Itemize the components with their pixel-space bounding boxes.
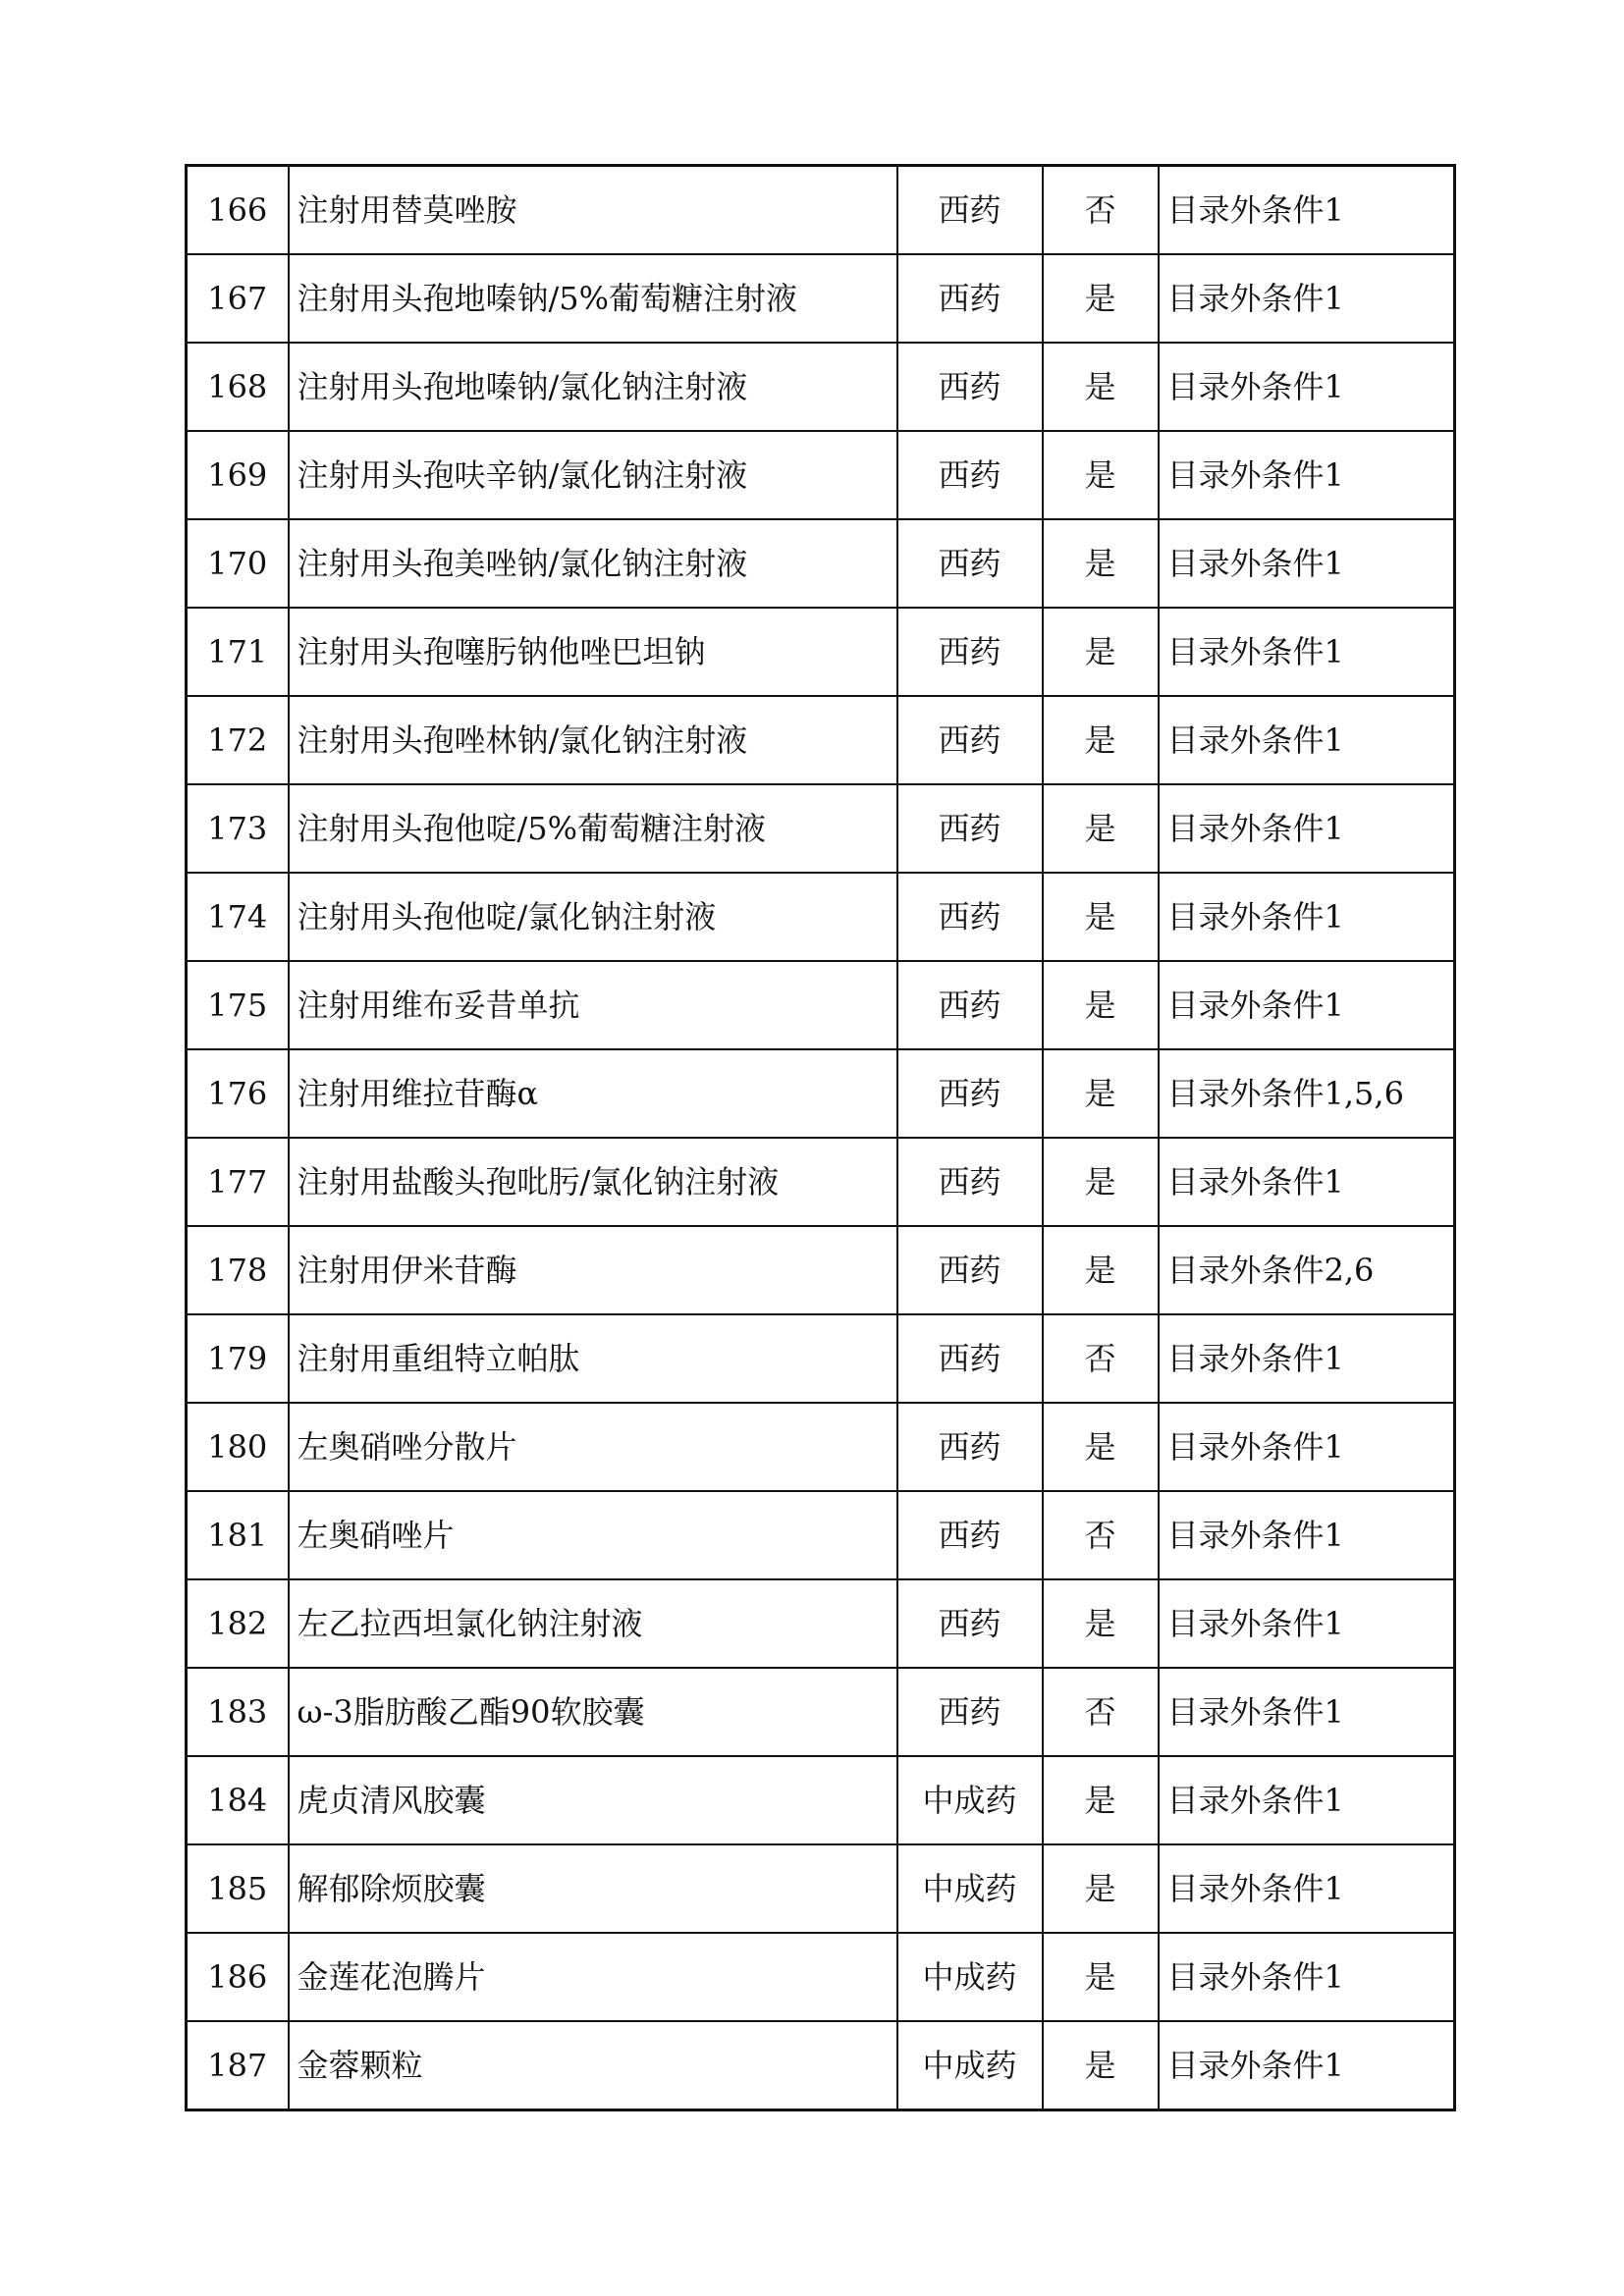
yes-no-cell: 是 bbox=[1043, 343, 1159, 431]
drug-table-body bbox=[187, 166, 1455, 2110]
row-number-cell: 171 bbox=[187, 608, 289, 696]
condition-cell: 目录外条件1 bbox=[1159, 343, 1455, 431]
row-number-cell: 186 bbox=[187, 1933, 289, 2021]
row-number-cell: 170 bbox=[187, 519, 289, 608]
yes-no-cell: 是 bbox=[1043, 1138, 1159, 1226]
yes-no-cell: 是 bbox=[1043, 519, 1159, 608]
drug-type-cell: 中成药 bbox=[897, 1933, 1043, 2021]
table-row bbox=[187, 1844, 1455, 1933]
condition-cell: 目录外条件1 bbox=[1159, 1579, 1455, 1668]
row-number-cell: 187 bbox=[187, 2021, 289, 2110]
drug-type-cell: 中成药 bbox=[897, 2021, 1043, 2110]
row-number-cell: 166 bbox=[187, 166, 289, 255]
row-number-cell: 177 bbox=[187, 1138, 289, 1226]
condition-cell: 目录外条件1 bbox=[1159, 873, 1455, 961]
row-number-cell: 184 bbox=[187, 1756, 289, 1844]
drug-type-cell: 西药 bbox=[897, 1668, 1043, 1756]
drug-type-cell: 中成药 bbox=[897, 1844, 1043, 1933]
condition-cell: 目录外条件1 bbox=[1159, 1668, 1455, 1756]
drug-type-cell: 西药 bbox=[897, 166, 1043, 255]
condition-cell: 目录外条件1 bbox=[1159, 696, 1455, 784]
table-row bbox=[187, 608, 1455, 696]
yes-no-cell: 是 bbox=[1043, 1049, 1159, 1138]
table-row bbox=[187, 873, 1455, 961]
yes-no-cell: 是 bbox=[1043, 608, 1159, 696]
table-row bbox=[187, 1579, 1455, 1668]
table-row bbox=[187, 696, 1455, 784]
condition-cell: 目录外条件1 bbox=[1159, 1138, 1455, 1226]
row-number-cell: 182 bbox=[187, 1579, 289, 1668]
row-number-cell: 185 bbox=[187, 1844, 289, 1933]
yes-no-cell: 是 bbox=[1043, 1933, 1159, 2021]
condition-cell: 目录外条件1 bbox=[1159, 166, 1455, 255]
table-row bbox=[187, 961, 1455, 1049]
table-row bbox=[187, 431, 1455, 519]
condition-cell: 目录外条件1 bbox=[1159, 1756, 1455, 1844]
yes-no-cell: 是 bbox=[1043, 1756, 1159, 1844]
table-row bbox=[187, 166, 1455, 255]
yes-no-cell: 否 bbox=[1043, 1668, 1159, 1756]
drug-type-cell: 西药 bbox=[897, 784, 1043, 873]
drug-name-cell: 注射用头孢地嗪钠/5%葡萄糖注射液 bbox=[289, 254, 897, 343]
condition-cell: 目录外条件1 bbox=[1159, 254, 1455, 343]
table-row bbox=[187, 1668, 1455, 1756]
yes-no-cell: 是 bbox=[1043, 696, 1159, 784]
row-number-cell: 183 bbox=[187, 1668, 289, 1756]
condition-cell: 目录外条件1 bbox=[1159, 2021, 1455, 2110]
table-row bbox=[187, 1933, 1455, 2021]
drug-name-cell: 注射用盐酸头孢吡肟/氯化钠注射液 bbox=[289, 1138, 897, 1226]
condition-cell: 目录外条件1,5,6 bbox=[1159, 1049, 1455, 1138]
condition-cell: 目录外条件2,6 bbox=[1159, 1226, 1455, 1314]
row-number-cell: 176 bbox=[187, 1049, 289, 1138]
condition-cell: 目录外条件1 bbox=[1159, 1403, 1455, 1491]
condition-cell: 目录外条件1 bbox=[1159, 519, 1455, 608]
drug-name-cell: 注射用头孢噻肟钠他唑巴坦钠 bbox=[289, 608, 897, 696]
drug-type-cell: 西药 bbox=[897, 343, 1043, 431]
drug-type-cell: 中成药 bbox=[897, 1756, 1043, 1844]
table-row bbox=[187, 254, 1455, 343]
drug-name-cell: 注射用替莫唑胺 bbox=[289, 166, 897, 255]
drug-type-cell: 西药 bbox=[897, 608, 1043, 696]
table-row bbox=[187, 1138, 1455, 1226]
row-number-cell: 174 bbox=[187, 873, 289, 961]
drug-name-cell: 注射用头孢唑林钠/氯化钠注射液 bbox=[289, 696, 897, 784]
drug-type-cell: 西药 bbox=[897, 254, 1043, 343]
drug-name-cell: 注射用伊米苷酶 bbox=[289, 1226, 897, 1314]
drug-name-cell: 注射用头孢呋辛钠/氯化钠注射液 bbox=[289, 431, 897, 519]
drug-name-cell: 左乙拉西坦氯化钠注射液 bbox=[289, 1579, 897, 1668]
table-row bbox=[187, 2021, 1455, 2110]
yes-no-cell: 否 bbox=[1043, 166, 1159, 255]
drug-name-cell: 注射用头孢他啶/5%葡萄糖注射液 bbox=[289, 784, 897, 873]
drug-name-cell: 注射用头孢美唑钠/氯化钠注射液 bbox=[289, 519, 897, 608]
row-number-cell: 179 bbox=[187, 1314, 289, 1403]
drug-name-cell: 左奥硝唑片 bbox=[289, 1491, 897, 1579]
yes-no-cell: 是 bbox=[1043, 431, 1159, 519]
table-row bbox=[187, 1491, 1455, 1579]
drug-type-cell: 西药 bbox=[897, 519, 1043, 608]
yes-no-cell: 是 bbox=[1043, 1579, 1159, 1668]
drug-type-cell: 西药 bbox=[897, 1226, 1043, 1314]
yes-no-cell: 是 bbox=[1043, 1226, 1159, 1314]
condition-cell: 目录外条件1 bbox=[1159, 961, 1455, 1049]
row-number-cell: 180 bbox=[187, 1403, 289, 1491]
table-row bbox=[187, 343, 1455, 431]
drug-name-cell: 虎贞清风胶囊 bbox=[289, 1756, 897, 1844]
row-number-cell: 173 bbox=[187, 784, 289, 873]
condition-cell: 目录外条件1 bbox=[1159, 608, 1455, 696]
table-row bbox=[187, 519, 1455, 608]
drug-type-cell: 西药 bbox=[897, 1138, 1043, 1226]
yes-no-cell: 否 bbox=[1043, 1491, 1159, 1579]
drug-name-cell: 注射用重组特立帕肽 bbox=[289, 1314, 897, 1403]
yes-no-cell: 是 bbox=[1043, 961, 1159, 1049]
drug-name-cell: 注射用头孢地嗪钠/氯化钠注射液 bbox=[289, 343, 897, 431]
drug-type-cell: 西药 bbox=[897, 1314, 1043, 1403]
row-number-cell: 172 bbox=[187, 696, 289, 784]
drug-table bbox=[185, 164, 1456, 2111]
yes-no-cell: 否 bbox=[1043, 1314, 1159, 1403]
condition-cell: 目录外条件1 bbox=[1159, 431, 1455, 519]
table-row bbox=[187, 1756, 1455, 1844]
condition-cell: 目录外条件1 bbox=[1159, 1933, 1455, 2021]
yes-no-cell: 是 bbox=[1043, 254, 1159, 343]
yes-no-cell: 是 bbox=[1043, 873, 1159, 961]
table-row bbox=[187, 1049, 1455, 1138]
condition-cell: 目录外条件1 bbox=[1159, 784, 1455, 873]
drug-name-cell: 金蓉颗粒 bbox=[289, 2021, 897, 2110]
drug-type-cell: 西药 bbox=[897, 1049, 1043, 1138]
drug-type-cell: 西药 bbox=[897, 873, 1043, 961]
yes-no-cell: 是 bbox=[1043, 2021, 1159, 2110]
drug-type-cell: 西药 bbox=[897, 431, 1043, 519]
yes-no-cell: 是 bbox=[1043, 784, 1159, 873]
row-number-cell: 178 bbox=[187, 1226, 289, 1314]
yes-no-cell: 是 bbox=[1043, 1844, 1159, 1933]
drug-type-cell: 西药 bbox=[897, 961, 1043, 1049]
table-row bbox=[187, 784, 1455, 873]
table-row bbox=[187, 1226, 1455, 1314]
condition-cell: 目录外条件1 bbox=[1159, 1844, 1455, 1933]
drug-type-cell: 西药 bbox=[897, 1579, 1043, 1668]
row-number-cell: 181 bbox=[187, 1491, 289, 1579]
row-number-cell: 175 bbox=[187, 961, 289, 1049]
drug-name-cell: 左奥硝唑分散片 bbox=[289, 1403, 897, 1491]
row-number-cell: 169 bbox=[187, 431, 289, 519]
table-row bbox=[187, 1403, 1455, 1491]
row-number-cell: 167 bbox=[187, 254, 289, 343]
condition-cell: 目录外条件1 bbox=[1159, 1314, 1455, 1403]
drug-name-cell: 解郁除烦胶囊 bbox=[289, 1844, 897, 1933]
drug-name-cell: 金莲花泡腾片 bbox=[289, 1933, 897, 2021]
yes-no-cell: 是 bbox=[1043, 1403, 1159, 1491]
drug-name-cell: 注射用维布妥昔单抗 bbox=[289, 961, 897, 1049]
drug-name-cell: 注射用维拉苷酶α bbox=[289, 1049, 897, 1138]
row-number-cell: 168 bbox=[187, 343, 289, 431]
condition-cell: 目录外条件1 bbox=[1159, 1491, 1455, 1579]
drug-type-cell: 西药 bbox=[897, 1491, 1043, 1579]
drug-name-cell: 注射用头孢他啶/氯化钠注射液 bbox=[289, 873, 897, 961]
drug-type-cell: 西药 bbox=[897, 696, 1043, 784]
drug-type-cell: 西药 bbox=[897, 1403, 1043, 1491]
drug-name-cell: ω-3脂肪酸乙酯90软胶囊 bbox=[289, 1668, 897, 1756]
table-row bbox=[187, 1314, 1455, 1403]
